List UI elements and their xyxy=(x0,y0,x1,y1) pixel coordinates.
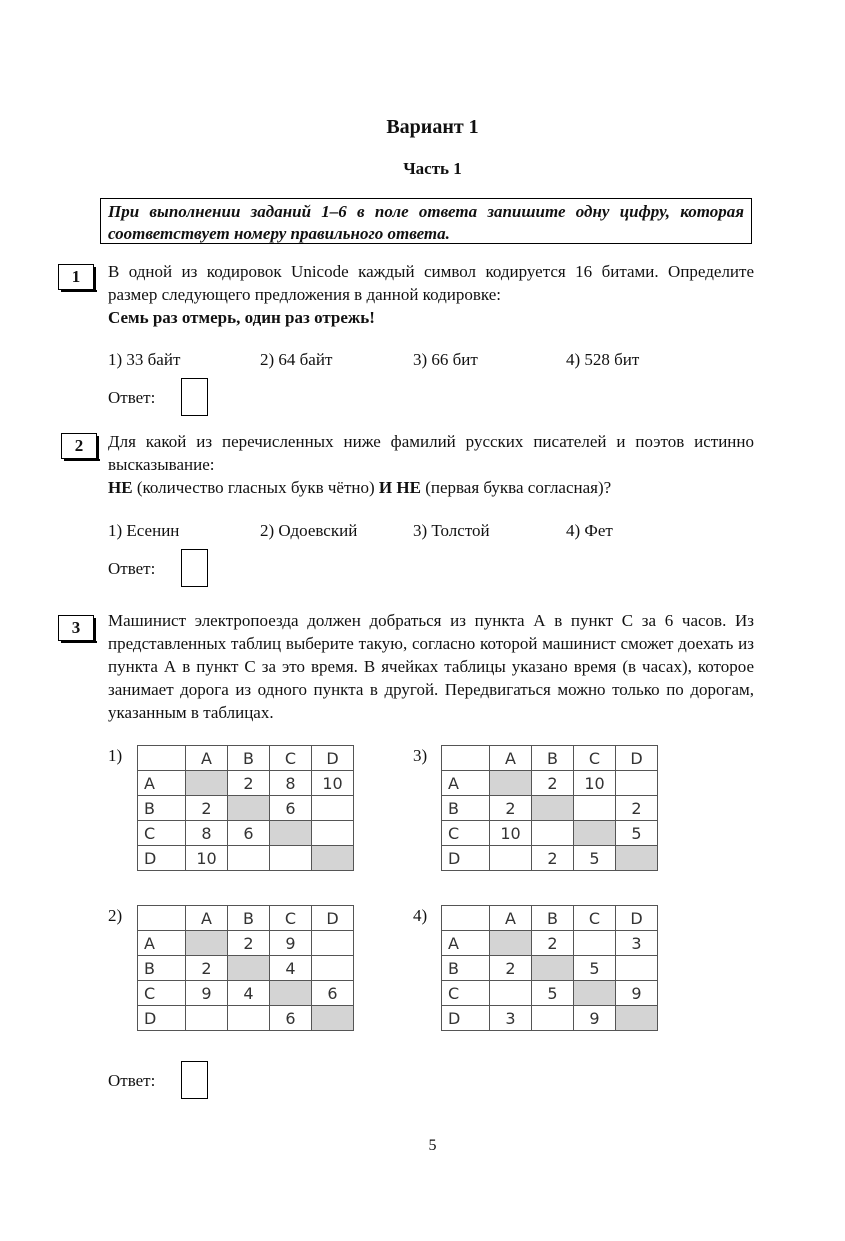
table-cell: 9 xyxy=(616,981,658,1006)
table-header-cell xyxy=(138,746,186,771)
q3-answer-label: Ответ: xyxy=(108,1071,156,1090)
table-header-row xyxy=(138,746,354,771)
table-cell: 3 xyxy=(490,1006,532,1031)
table-cell xyxy=(228,846,270,871)
q2-option-2: 2) Одоевский xyxy=(260,521,358,540)
table-cell: 2 xyxy=(532,771,574,796)
table-1-wrap xyxy=(137,745,354,871)
table-row xyxy=(442,956,658,981)
table-cell xyxy=(490,846,532,871)
table-cell: 2 xyxy=(532,846,574,871)
q1-answer-label: Ответ: xyxy=(108,388,156,407)
table-cell: 5 xyxy=(616,821,658,846)
table-cell: 10 xyxy=(490,821,532,846)
table-row xyxy=(442,771,658,796)
table-header-cell: A xyxy=(186,746,228,771)
table-cell xyxy=(574,931,616,956)
table-header-cell: C xyxy=(270,746,312,771)
table-cell xyxy=(312,956,354,981)
table-cell: 6 xyxy=(228,821,270,846)
table-header-cell: D xyxy=(616,746,658,771)
table-row-header: B xyxy=(138,956,186,981)
table-header-cell: B xyxy=(532,906,574,931)
question-number-1: 1 xyxy=(58,264,94,290)
table-cell: 8 xyxy=(270,771,312,796)
table-cell xyxy=(616,771,658,796)
question-number-3: 3 xyxy=(58,615,94,641)
table-cell xyxy=(270,821,312,846)
table-cell xyxy=(312,931,354,956)
table-3-wrap xyxy=(441,745,658,871)
table-row-header: D xyxy=(442,846,490,871)
table-row-header: B xyxy=(138,796,186,821)
table-header-cell: A xyxy=(186,906,228,931)
table-cell: 6 xyxy=(270,796,312,821)
table-cell: 6 xyxy=(270,1006,312,1031)
table-cell xyxy=(270,981,312,1006)
table-cell: 2 xyxy=(186,956,228,981)
question-2-text xyxy=(108,430,754,499)
table-cell xyxy=(186,1006,228,1031)
table-header-cell: B xyxy=(532,746,574,771)
table-header-cell: D xyxy=(312,746,354,771)
cond-and-not: И НЕ xyxy=(378,478,421,497)
table-cell xyxy=(616,956,658,981)
q1-option-4: 4) 528 бит xyxy=(566,350,640,369)
table-row xyxy=(138,931,354,956)
table-row-header: A xyxy=(442,771,490,796)
table-row-header: D xyxy=(138,1006,186,1031)
table-cell: 8 xyxy=(186,821,228,846)
table-cell: 5 xyxy=(532,981,574,1006)
table-header-row xyxy=(442,906,658,931)
page-title: Вариант 1 xyxy=(386,116,479,138)
table-row xyxy=(442,981,658,1006)
question-1-text xyxy=(108,260,754,329)
q1-option-1: 1) 33 байт xyxy=(108,350,181,369)
table-row-header: C xyxy=(138,821,186,846)
table-cell xyxy=(228,796,270,821)
table-header-cell xyxy=(138,906,186,931)
table-2-wrap xyxy=(137,905,354,1031)
table-cell: 6 xyxy=(312,981,354,1006)
table-cell: 2 xyxy=(490,796,532,821)
table-cell xyxy=(616,1006,658,1031)
q1-option-3: 3) 66 бит xyxy=(413,350,478,369)
table-cell: 10 xyxy=(312,771,354,796)
table-cell xyxy=(312,821,354,846)
question-number-2: 2 xyxy=(61,433,97,459)
table-cell xyxy=(228,956,270,981)
question-2-body: Для какой из перечисленных ниже фамилий русских писателей и поэтов истинно высказывание: xyxy=(108,432,754,474)
distance-table-3 xyxy=(441,745,658,871)
table-header-row xyxy=(442,746,658,771)
table-2-label: 2) xyxy=(108,906,123,925)
table-row xyxy=(138,771,354,796)
q1-answer-box[interactable] xyxy=(181,378,208,416)
table-row xyxy=(138,846,354,871)
table-cell xyxy=(532,1006,574,1031)
table-1-label: 1) xyxy=(108,746,123,765)
table-header-cell: C xyxy=(574,746,616,771)
cond-part-1: (количество гласных букв чётно) xyxy=(132,478,379,497)
table-row xyxy=(138,981,354,1006)
question-1-body: В одной из кодировок Unicode каждый символ кодируется 16 битами. Определите размер следующего предложения в данной кодировке: xyxy=(108,262,754,304)
table-row-header: B xyxy=(442,796,490,821)
table-header-row xyxy=(138,906,354,931)
table-cell: 9 xyxy=(270,931,312,956)
table-row xyxy=(442,821,658,846)
table-cell xyxy=(490,981,532,1006)
table-row xyxy=(138,796,354,821)
table-cell: 2 xyxy=(532,931,574,956)
table-cell xyxy=(616,846,658,871)
q2-answer-box[interactable] xyxy=(181,549,208,587)
table-row-header: A xyxy=(138,771,186,796)
question-1-sentence: Семь раз отмерь, один раз отрежь! xyxy=(108,308,375,327)
table-header-cell xyxy=(442,746,490,771)
table-row xyxy=(442,1006,658,1031)
table-row xyxy=(442,931,658,956)
table-row-header: A xyxy=(442,931,490,956)
table-4-label: 4) xyxy=(413,906,428,925)
table-cell xyxy=(574,796,616,821)
cond-not-1: НЕ xyxy=(108,478,133,497)
question-2-condition xyxy=(108,476,754,499)
table-header-cell: B xyxy=(228,906,270,931)
table-row xyxy=(442,796,658,821)
table-cell: 2 xyxy=(616,796,658,821)
table-header-cell xyxy=(442,906,490,931)
table-row xyxy=(138,821,354,846)
table-cell xyxy=(186,931,228,956)
table-cell: 2 xyxy=(228,931,270,956)
table-4-wrap xyxy=(441,905,658,1031)
table-header-cell: A xyxy=(490,906,532,931)
table-cell xyxy=(490,931,532,956)
instruction-box: При выполнении заданий 1–6 в поле ответа запишите одну цифру, которая соответствует номеру правильного ответа. xyxy=(100,198,752,244)
distance-table-4 xyxy=(441,905,658,1031)
q2-answer-label: Ответ: xyxy=(108,559,156,578)
q2-option-1: 1) Есенин xyxy=(108,521,180,540)
table-row-header: C xyxy=(442,821,490,846)
table-cell xyxy=(228,1006,270,1031)
table-cell: 2 xyxy=(490,956,532,981)
table-row xyxy=(442,846,658,871)
distance-table-2 xyxy=(137,905,354,1031)
table-row xyxy=(138,1006,354,1031)
q1-option-2: 2) 64 байт xyxy=(260,350,333,369)
table-cell xyxy=(312,1006,354,1031)
table-cell xyxy=(532,796,574,821)
table-cell xyxy=(490,771,532,796)
table-header-cell: C xyxy=(270,906,312,931)
table-cell: 2 xyxy=(186,796,228,821)
table-cell: 10 xyxy=(186,846,228,871)
q3-answer-box[interactable] xyxy=(181,1061,208,1099)
table-cell: 5 xyxy=(574,846,616,871)
table-cell: 2 xyxy=(228,771,270,796)
table-cell xyxy=(312,796,354,821)
question-3-text: Машинист электропоезда должен добраться из пункта А в пункт С за 6 часов. Из представленных таблиц выберите такую, согласно которой машинист сможет доехать из пункта А в пункт С за это время. В ячейках таблицы указано время (в часах), которое занимает дорога из одного пункта в другой. Передвигаться можно только по дорогам, указанным в таблицах. xyxy=(108,611,754,722)
table-cell xyxy=(574,981,616,1006)
table-header-cell: A xyxy=(490,746,532,771)
table-cell: 4 xyxy=(228,981,270,1006)
table-cell: 10 xyxy=(574,771,616,796)
table-cell xyxy=(532,821,574,846)
table-cell xyxy=(532,956,574,981)
table-row-header: C xyxy=(442,981,490,1006)
table-cell xyxy=(574,821,616,846)
table-header-cell: D xyxy=(312,906,354,931)
table-cell xyxy=(186,771,228,796)
q2-option-4: 4) Фет xyxy=(566,521,613,540)
table-header-cell: C xyxy=(574,906,616,931)
table-cell: 5 xyxy=(574,956,616,981)
table-cell xyxy=(312,846,354,871)
page-number: 5 xyxy=(428,1137,437,1154)
table-cell: 4 xyxy=(270,956,312,981)
distance-table-1 xyxy=(137,745,354,871)
table-3-label: 3) xyxy=(413,746,428,765)
table-row-header: D xyxy=(442,1006,490,1031)
q2-option-3: 3) Толстой xyxy=(413,521,490,540)
table-header-cell: B xyxy=(228,746,270,771)
table-row xyxy=(138,956,354,981)
table-cell: 9 xyxy=(186,981,228,1006)
table-row-header: B xyxy=(442,956,490,981)
table-row-header: C xyxy=(138,981,186,1006)
table-header-cell: D xyxy=(616,906,658,931)
table-cell: 3 xyxy=(616,931,658,956)
part-title: Часть 1 xyxy=(403,159,462,178)
cond-part-2: (первая буква согласная)? xyxy=(420,478,612,497)
table-row-header: D xyxy=(138,846,186,871)
table-cell: 9 xyxy=(574,1006,616,1031)
table-cell xyxy=(270,846,312,871)
table-row-header: A xyxy=(138,931,186,956)
